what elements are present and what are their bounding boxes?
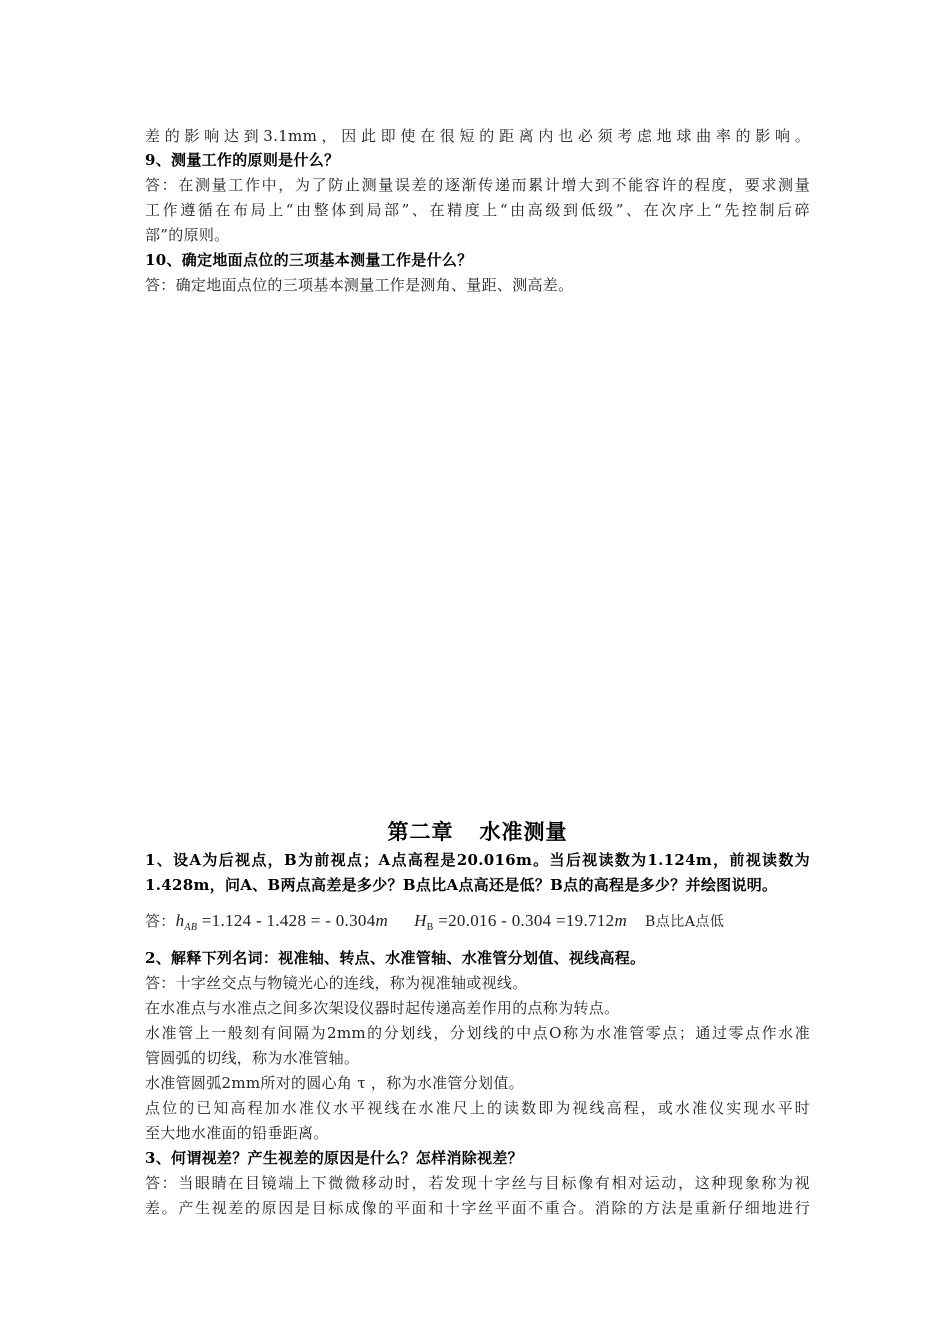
H-unit: m bbox=[614, 911, 628, 930]
answer-9-line-2: 工作遵循在布局上“由整体到局部”、在精度上“由高级到低级”、在次序上“先控制后碎 bbox=[145, 201, 810, 219]
question-1-line-1: 1、设A为后视点，B为前视点；A点高程是20.016m。当后视读数为1.124m，前视读数为 bbox=[145, 851, 810, 869]
chapter-number: 第二章 bbox=[387, 820, 454, 844]
answer-2-line-1: 答：十字丝交点与物镜光心的连线，称为视准轴或视线。 bbox=[145, 974, 528, 992]
h-expression: =1.124 - 1.428 = - 0.304 bbox=[197, 911, 376, 930]
chapter-title bbox=[145, 818, 810, 846]
question-1-line-2: 1.428m，问A、B两点高差是多少？B点比A点高还是低？B点的高程是多少？并绘图说明。 bbox=[145, 876, 778, 894]
H-expression: =20.016 - 0.304 =19.712 bbox=[433, 911, 615, 930]
paragraph-line: 差的影响达到3.1mm，因此即使在很短的距离内也必须考虑地球曲率的影响。 bbox=[145, 127, 810, 145]
answer-3-line-1: 答：当眼睛在目镜端上下微微移动时，若发现十字丝与目标像有相对运动，这种现象称为视 bbox=[145, 1174, 810, 1192]
answer-2-line-3: 水准管上一般刻有间隔为2mm的分划线，分划线的中点O称为水准管零点；通过零点作水准 bbox=[145, 1024, 810, 1042]
H-symbol: H bbox=[414, 911, 427, 930]
answer-2-line-2: 在水准点与水准点之间多次架设仪器时起传递高差作用的点称为转点。 bbox=[145, 999, 620, 1017]
answer-9-line-1: 答：在测量工作中，为了防止测量误差的逐渐传递而累计增大到不能容许的程度，要求测量 bbox=[145, 176, 810, 194]
h-subscript: AB bbox=[184, 922, 198, 933]
answer-2-line-5: 水准管圆弧2mm所对的圆心角 τ ，称为水准管分划值。 bbox=[145, 1074, 524, 1092]
h-unit: m bbox=[375, 911, 389, 930]
answer-2-line-4: 管圆弧的切线，称为水准管轴。 bbox=[145, 1049, 360, 1067]
answer-1-formula bbox=[145, 908, 810, 941]
question-9: 9、测量工作的原则是什么？ bbox=[145, 151, 340, 169]
H-subscript: B bbox=[426, 922, 434, 933]
answer-3-line-2: 差。产生视差的原因是目标成像的平面和十字丝平面不重合。消除的方法是重新仔细地进行 bbox=[145, 1199, 810, 1217]
question-2: 2、解释下列名词：视准轴、转点、水准管轴、水准管分划值、视线高程。 bbox=[145, 949, 646, 967]
question-10: 10、确定地面点位的三项基本测量工作是什么？ bbox=[145, 251, 473, 269]
h-symbol: h bbox=[175, 911, 185, 930]
answer-2-line-6: 点位的已知高程加水准仪水平视线在水准尺上的读数即为视线高程，或水准仪实现水平时 bbox=[145, 1099, 810, 1117]
answer-prefix: 答： bbox=[145, 912, 176, 930]
answer-9-line-3: 部”的原则。 bbox=[145, 226, 230, 244]
answer-10: 答：确定地面点位的三项基本测量工作是测角、量距、测高差。 bbox=[145, 276, 574, 294]
chapter-name: 水准测量 bbox=[479, 820, 568, 844]
question-3: 3、何谓视差？产生视差的原因是什么？怎样消除视差？ bbox=[145, 1149, 523, 1167]
answer-2-line-7: 至大地水准面的铅垂距离。 bbox=[145, 1124, 329, 1142]
answer-1-conclusion: B点比A点低 bbox=[645, 914, 725, 930]
